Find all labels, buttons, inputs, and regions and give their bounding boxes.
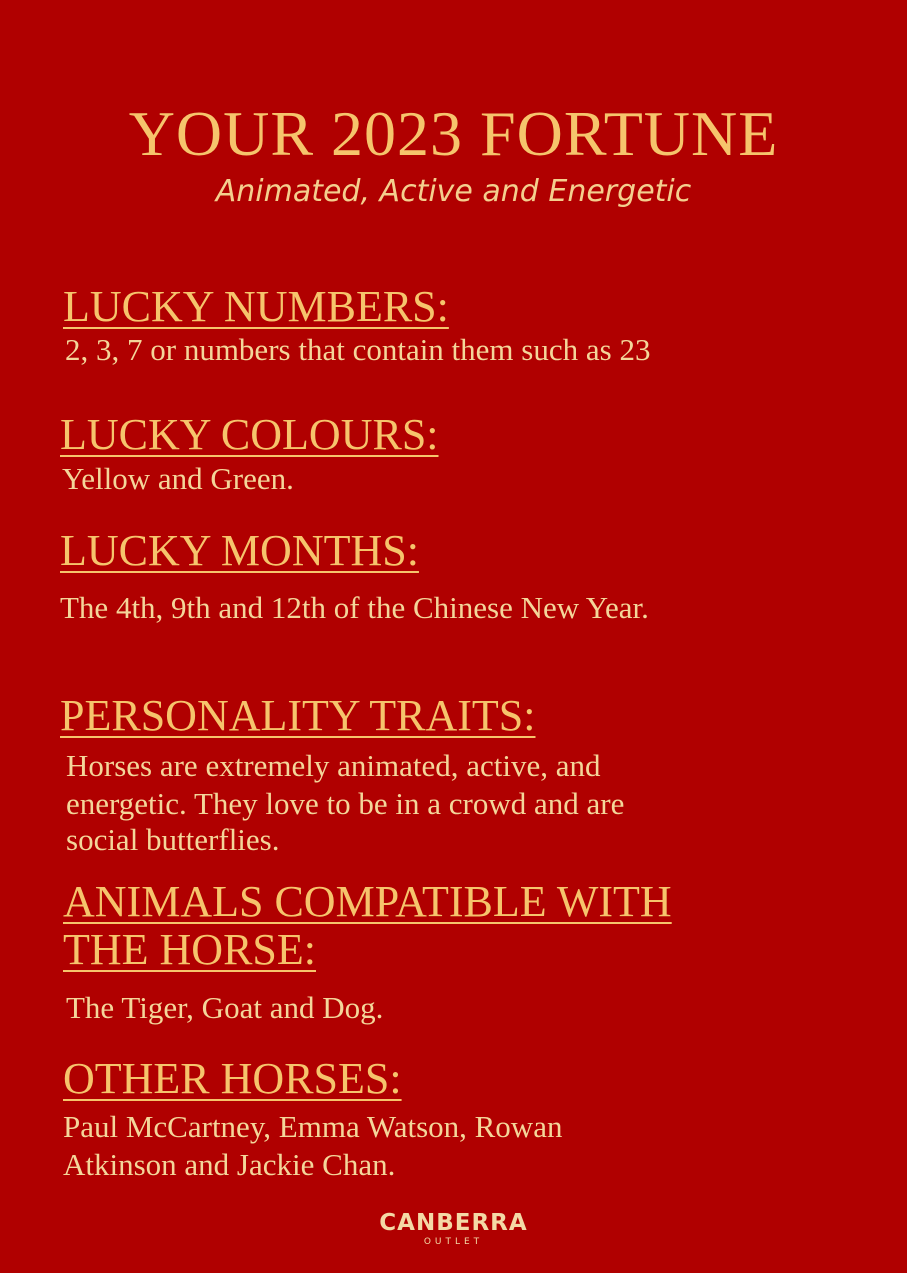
page-subtitle: Animated, Active and Energetic <box>215 174 692 209</box>
lucky-colours-heading: LUCKY COLOURS: <box>60 410 439 459</box>
compatible-animals-heading: ANIMALS COMPATIBLE WITH <box>63 877 672 926</box>
compatible-animals-heading-line-2: THE HORSE: <box>63 925 316 974</box>
lucky-numbers-heading: LUCKY NUMBERS: <box>63 282 449 331</box>
lucky-colours-text: Yellow and Green. <box>62 461 294 496</box>
personality-traits-line-3: social butterflies. <box>66 822 280 857</box>
canberra-outlet-logo <box>0 1210 907 1248</box>
other-horses-line-1: Paul McCartney, Emma Watson, Rowan <box>63 1109 563 1144</box>
page-title: YOUR 2023 FORTUNE <box>128 98 779 169</box>
lucky-months-heading: LUCKY MONTHS: <box>60 526 419 575</box>
lucky-numbers-text: 2, 3, 7 or numbers that contain them such as 23 <box>65 332 651 367</box>
logo-wordmark: CANBERRA <box>379 1210 528 1236</box>
other-horses-line-2: Atkinson and Jackie Chan. <box>63 1147 396 1182</box>
lucky-months-text: The 4th, 9th and 12th of the Chinese New Year. <box>60 590 649 625</box>
other-horses-heading: OTHER HORSES: <box>63 1054 402 1103</box>
personality-traits-heading: PERSONALITY TRAITS: <box>60 691 536 740</box>
compatible-animals-text: The Tiger, Goat and Dog. <box>66 990 384 1025</box>
personality-traits-line-1: Horses are extremely animated, active, and <box>66 748 601 783</box>
personality-traits-line-2: energetic. They love to be in a crowd and are <box>66 786 625 821</box>
logo-subtext: OUTLET <box>423 1237 484 1247</box>
